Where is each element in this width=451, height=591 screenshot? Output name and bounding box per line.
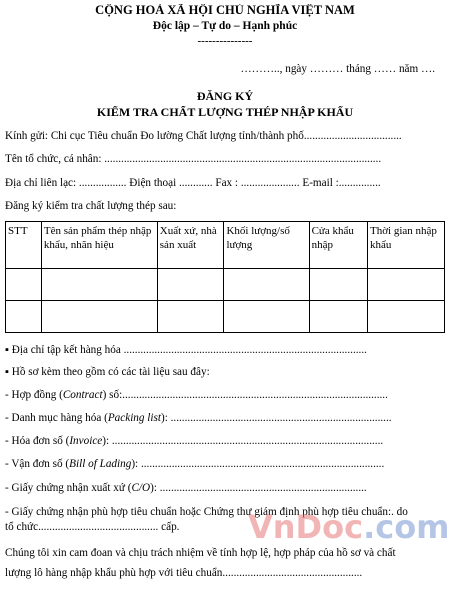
invoice-line: [5, 435, 445, 448]
table-cell[interactable]: [368, 301, 445, 333]
invoice-term: Invoice: [69, 435, 103, 447]
register-intro: Đăng ký kiểm tra chất lượng thép sau:: [5, 200, 177, 212]
attachments-intro: ▪ Hồ sơ kèm theo gồm có các tài liệu sau đây:: [5, 366, 210, 378]
divider: ---------------: [197, 35, 253, 47]
packing-prefix: - Danh mục hàng hóa (: [5, 412, 108, 424]
motto: Độc lập – Tự do – Hạnh phúc: [152, 20, 298, 32]
header-origin: Xuất xứ, nhà sản xuất: [157, 222, 224, 269]
registration-table: [5, 221, 445, 333]
storage-address-line: ▪ Địa chỉ tập kết hàng hóa .......................................................................................: [5, 344, 367, 356]
table-cell[interactable]: [6, 269, 42, 301]
contact-line: Địa chỉ liên lạc: ................. Điện thoại ............ Fax : ..................... E-mail :...............: [5, 177, 381, 189]
bol-prefix: - Vận đơn số (: [5, 458, 70, 470]
contract-prefix: - Hợp đồng (: [5, 389, 63, 401]
commitment-line-2: lượng lô hàng nhập khẩu phù hợp với tiêu chuẩn..................................................: [5, 567, 363, 579]
table-cell[interactable]: [309, 269, 367, 301]
form-title: ĐĂNG KÝ: [196, 90, 254, 103]
table-cell[interactable]: [157, 301, 224, 333]
table-cell[interactable]: [41, 301, 157, 333]
contract-suffix: ) số:...............................................................................................: [102, 389, 388, 401]
packing-suffix: ): ...............................................................................: [160, 412, 392, 424]
header-quantity: Khối lượng/số lượng: [224, 222, 309, 269]
packing-list-line: [5, 412, 445, 425]
table-row: [6, 301, 445, 333]
table-cell[interactable]: [224, 269, 309, 301]
table-cell[interactable]: [224, 301, 309, 333]
bill-of-lading-line: [5, 458, 445, 471]
bol-suffix: ): .......................................................................................: [131, 458, 385, 470]
co-suffix: ): ..........................................................................: [150, 482, 367, 494]
bol-term: Bill of Lading: [69, 458, 132, 470]
organization-line: Tên tổ chức, cá nhân: ...................................................................................................: [5, 153, 382, 165]
date-line: ……….., ngày ……… tháng …… năm ….: [240, 63, 435, 75]
certificate-origin-line: [5, 482, 445, 495]
contract-line: [5, 389, 445, 402]
form-subtitle: KIỂM TRA CHẤT LƯỢNG THÉP NHẬP KHẨU: [96, 106, 354, 119]
co-prefix: - Giấy chứng nhận xuất xứ (: [5, 482, 132, 494]
header-stt: STT: [6, 222, 42, 269]
contract-term: Contract: [62, 389, 103, 401]
header-port: Cửa khẩu nhập: [309, 222, 367, 269]
recipient-line: Kính gửi: Chi cục Tiêu chuẩn Đo lường Chất lượng tỉnh/thành phố...................................: [5, 130, 402, 142]
header-product: Tên sản phẩm thép nhập khẩu, nhãn hiệu: [41, 222, 157, 269]
watermark-logo: VnDoc.com: [248, 508, 450, 546]
table-cell[interactable]: [309, 301, 367, 333]
packing-term: Packing list: [107, 412, 161, 424]
table-cell[interactable]: [6, 301, 42, 333]
co-term: C/O: [131, 482, 151, 494]
table-header-row: [6, 222, 445, 269]
invoice-prefix: - Hóa đơn số (: [5, 435, 70, 447]
invoice-suffix: ): .................................................................................................: [102, 435, 384, 447]
table-row: [6, 269, 445, 301]
table-cell[interactable]: [368, 269, 445, 301]
header-time: Thời gian nhập khẩu: [368, 222, 445, 269]
table-cell[interactable]: [41, 269, 157, 301]
country-heading: CỘNG HOÀ XÃ HỘI CHỦ NGHĨA VIỆT NAM: [95, 4, 355, 17]
issuer-line: tổ chức........................................... cấp.: [5, 521, 180, 533]
commitment-line-1: Chúng tôi xin cam đoan và chịu trách nhiệm về tính hợp lệ, hợp pháp của hồ sơ và chất: [5, 547, 396, 559]
table-cell[interactable]: [157, 269, 224, 301]
conformity-cert-line: - Giấy chứng nhận phù hợp tiêu chuẩn hoặc Chứng thư giám định phù hợp tiêu chuẩn:. do: [5, 506, 408, 518]
